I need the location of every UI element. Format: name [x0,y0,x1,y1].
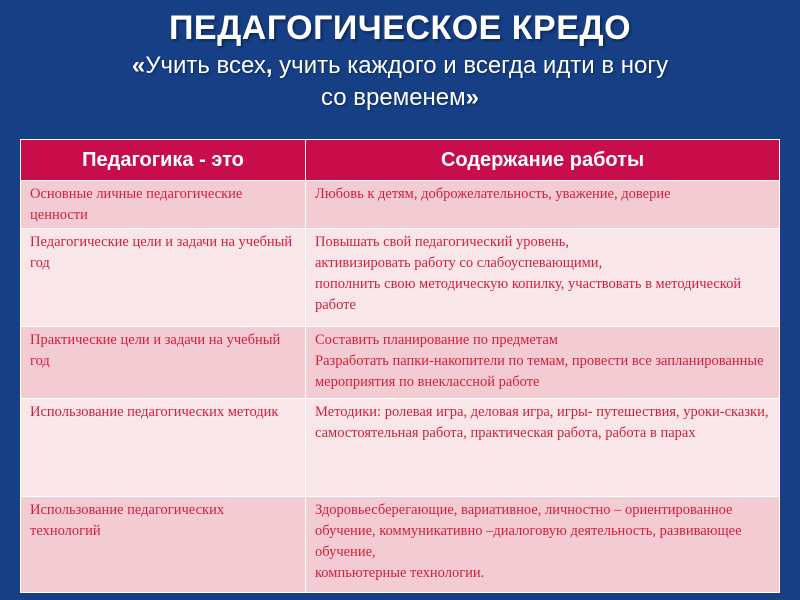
header-pedagogy: Педагогика - это [21,140,306,181]
motto [0,50,800,114]
header-content: Содержание работы [306,140,780,181]
table-header-row [21,140,780,181]
content-line: пополнить свою методическую копилку, участвовать в методической работе [315,276,742,313]
motto-open-quote: « [131,52,146,79]
content-line: Любовь к детям, доброжелательность, уважение, доверие [315,186,671,202]
row-label: Использование педагогических технологий [21,497,306,593]
content-line: компьютерные технологии. [315,565,485,581]
motto-comma: , [265,52,273,79]
page-title: ПЕДАГОГИЧЕСКОЕ КРЕДО [168,9,632,47]
title-block [0,6,800,114]
row-label: Основные личные педагогические ценности [21,181,306,229]
motto-text-part2: учить каждого и всегда идти в ногу [272,52,669,79]
credo-table [20,139,780,593]
row-label: Практические цели и задачи на учебный год [21,327,306,399]
content-line: Составить планирование по предметам [315,332,558,348]
table-row [21,181,780,229]
content-line: активизировать работу со слабоуспевающими, [315,255,603,271]
row-content [306,399,780,497]
row-label: Использование педагогических методик [21,399,306,497]
motto-text-part1: Учить всех [145,52,266,79]
content-line: Разработать папки-накопители по темам, провести все запланированные мероприятия по внеклассной работе [315,353,764,390]
row-content [306,181,780,229]
content-line: Здоровьесберегающие, вариативное, личностно – ориентированное обучение, коммуникативно –диалоговую деятельность, развивающее обучение, [315,502,742,560]
table-row [21,229,780,327]
row-content [306,497,780,593]
table-row [21,497,780,593]
row-label: Педагогические цели и задачи на учебный год [21,229,306,327]
motto-text-line2: со временем [320,84,466,111]
table-row [21,327,780,399]
content-line: Методики: ролевая игра, деловая игра, игры- путешествия, уроки-сказки, [315,404,769,420]
table-row [21,399,780,497]
row-content [306,327,780,399]
content-line: самостоятельная работа, практическая работа, работа в парах [315,425,696,441]
motto-close-quote: » [465,84,480,111]
row-content [306,229,780,327]
content-line: Повышать свой педагогический уровень, [315,234,569,250]
